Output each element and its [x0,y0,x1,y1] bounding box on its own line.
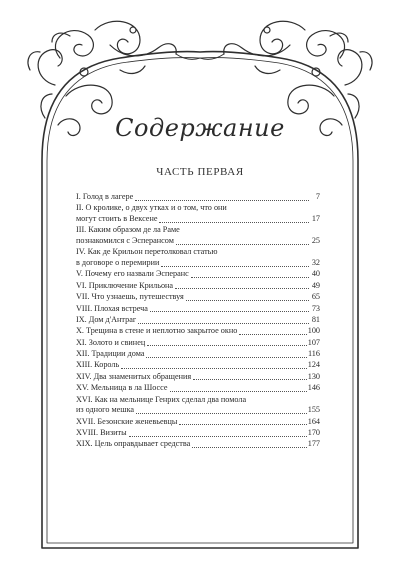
part-heading: ЧАСТЬ ПЕРВАЯ [156,166,244,178]
toc-entry-title: в договоре о перемирии [76,257,160,267]
toc-entry [76,338,320,349]
toc-entry-title: XII. Традиции дома [76,349,145,359]
toc-entry-title: XVI. Как на мельнице Генрих сделал два помола [76,394,247,404]
toc-page-number: 155 [307,405,320,415]
leader-dots [135,199,309,201]
toc-entry-line [76,225,320,236]
toc-entry-line [76,258,320,269]
toc-entry [76,349,320,360]
leader-dots [161,265,309,267]
toc-entry-line [76,269,320,280]
toc-entry-title: IV. Как де Крильон перетолковал статью [76,247,218,257]
toc-entry [76,417,320,428]
leader-dots [193,378,307,380]
toc-entry [76,439,320,450]
leader-dots [186,299,309,301]
toc-entry [76,315,320,326]
toc-entry-line [76,395,320,406]
toc-page-number: 7 [315,192,320,201]
toc-entry-line [76,349,320,360]
toc-entry [76,292,320,303]
leader-dots [191,276,309,278]
toc-entry-title: XV. Мельница в ла Шоссе [76,383,168,393]
toc-entry [76,269,320,280]
leader-dots [170,390,307,392]
leader-dots [136,412,307,414]
toc-entry [76,326,320,337]
toc-page-number: 81 [311,314,320,324]
toc-page-number: 170 [307,428,320,438]
toc-page-number: 107 [307,337,320,347]
toc-entry [76,247,320,268]
toc-entry-line [76,326,320,337]
toc-page-number: 17 [311,213,320,223]
toc-entry-title: могут стоить в Вексене [76,213,158,223]
toc-page-number: 146 [307,383,320,393]
toc-entry-title: XIV. Два знаменитых обращения [76,371,192,381]
toc-entry-line [76,247,320,258]
toc-entry-title: XI. Золото и свинец [76,337,146,347]
leader-dots [146,356,307,358]
page-title: Содержание [115,114,285,142]
toc-entry-title: познакомился с Эсперансом [76,235,174,245]
leader-dots [239,333,306,335]
toc-entry [76,395,320,416]
toc-page-number: 164 [307,416,320,426]
toc-entry-line [76,439,320,450]
toc-entry [76,304,320,315]
toc-page-number: 177 [307,439,320,449]
toc-entry-title: I. Голод в лагере [76,192,134,201]
toc-entry [76,192,320,203]
toc-page-number: 130 [307,371,320,381]
toc-entry-line [76,405,320,416]
toc-entry-title: XVII. Безонские женевьевцы [76,416,178,426]
toc-entry-line [76,417,320,428]
toc-entry [76,203,320,224]
toc-entry-title: II. О кролике, о двух утках и о том, что они [76,203,227,213]
toc-entry [76,225,320,246]
toc-entry-line [76,338,320,349]
leader-dots [150,310,309,312]
leader-dots [129,435,307,437]
toc-entry [76,360,320,371]
toc-page-number: 32 [311,257,320,267]
toc-page-number: 25 [311,235,320,245]
table-of-contents [76,192,320,451]
leader-dots [176,243,309,245]
toc-entry-title: VII. Что узнаешь, путешествуя [76,292,184,302]
toc-entry-title: XVIII. Визиты [76,428,127,438]
toc-entry-title: VI. Приключение Крильона [76,280,174,290]
toc-entry [76,428,320,439]
toc-page-number: 100 [307,326,320,336]
toc-entry [76,383,320,394]
toc-page-number: 65 [311,292,320,302]
leader-dots [147,344,307,346]
leader-dots [138,322,309,324]
toc-entry-line [76,372,320,383]
toc-entry-line [76,214,320,225]
toc-entry-title: XIII. Король [76,360,120,370]
toc-page-number: 116 [308,349,320,359]
toc-entry-line [76,192,320,203]
toc-entry-line [76,292,320,303]
toc-entry-line [76,383,320,394]
toc-entry-title: X. Трещина в стене и неплотно закрытое окно [76,326,238,336]
toc-page-number: 124 [307,360,320,370]
toc-entry-title: из одного мешка [76,405,135,415]
toc-entry-title: VIII. Плохая встреча [76,303,148,313]
leader-dots [159,221,309,223]
toc-entry [76,372,320,383]
toc-entry-line [76,203,320,214]
toc-entry-line [76,360,320,371]
toc-entry-title: XIX. Цель оправдывает средства [76,439,191,449]
toc-entry-line [76,236,320,247]
toc-entry-line [76,304,320,315]
toc-entry-line [76,315,320,326]
toc-entry-title: IX. Дом д'Антраг [76,314,137,324]
leader-dots [175,287,309,289]
toc-page-number: 40 [311,269,320,279]
toc-entry-line [76,428,320,439]
toc-entry-title: V. Почему его назвали Эсперанс [76,269,189,279]
toc-entry-title: III. Каким образом де ла Раме [76,225,180,235]
leader-dots [192,446,306,448]
toc-entry [76,281,320,292]
leader-dots [121,367,306,369]
toc-entry-line [76,281,320,292]
toc-page-number: 49 [311,280,320,290]
leader-dots [179,423,306,425]
toc-page-number: 73 [311,303,320,313]
